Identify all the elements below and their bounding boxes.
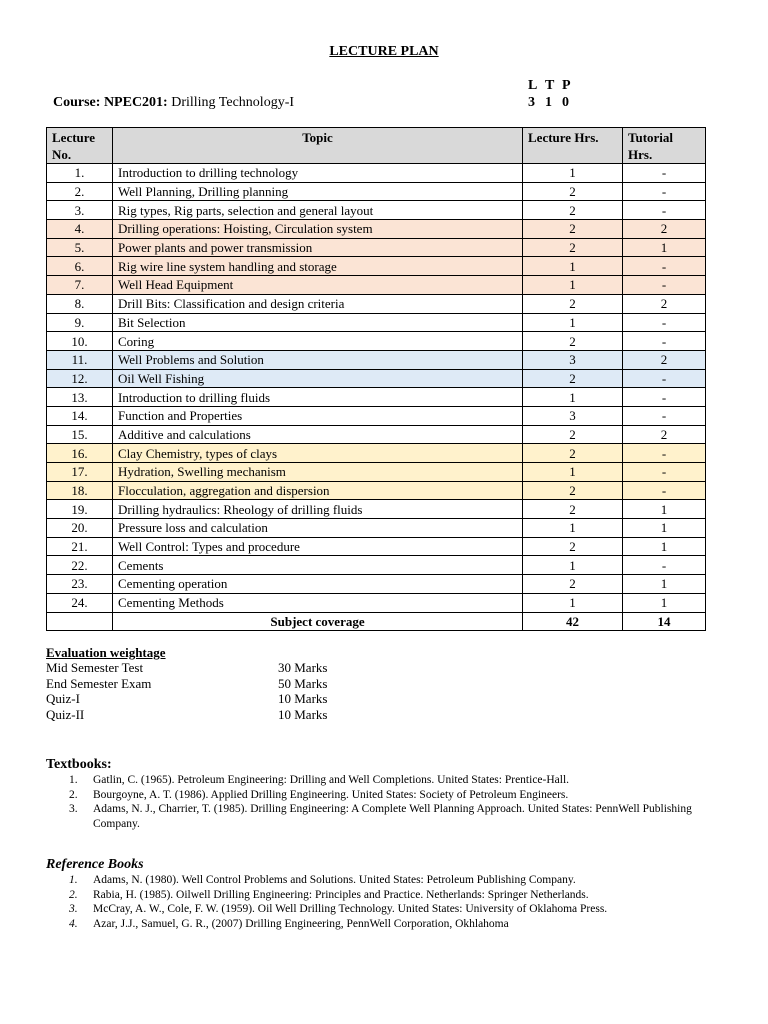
lecture-hrs-cell: 2 — [523, 182, 623, 201]
lecture-no-cell: 7. — [47, 276, 113, 295]
topic-cell: Additive and calculations — [113, 425, 523, 444]
lecture-hrs-cell: 1 — [523, 276, 623, 295]
list-item — [46, 902, 726, 917]
list-item-number: 4. — [69, 917, 78, 930]
table-row — [47, 556, 706, 575]
list-item-number: 1. — [69, 774, 78, 786]
lecture-hrs-cell: 1 — [523, 257, 623, 276]
lecture-hrs-cell: 2 — [523, 332, 623, 351]
list-item-number: 2. — [69, 788, 78, 801]
evaluation-title: Evaluation weightage — [46, 645, 166, 660]
topic-cell: Power plants and power transmission — [113, 238, 523, 257]
table-row — [47, 537, 706, 556]
topic-cell: Well Head Equipment — [113, 276, 523, 295]
topic-cell: Drilling hydraulics: Rheology of drilling fluids — [113, 500, 523, 519]
table-row — [47, 519, 706, 538]
page-title: LECTURE PLAN — [329, 44, 439, 59]
header-lecture-no: Lecture No. — [47, 128, 113, 164]
topic-cell: Well Planning, Drilling planning — [113, 182, 523, 201]
table-row — [47, 593, 706, 612]
lecture-hrs-cell: 3 — [523, 350, 623, 369]
list-item-text: Adams, N. J., Charrier, T. (1985). Drilling Engineering: A Complete Well Planning Approach. United States: PennWell Publishing Company. — [93, 803, 692, 830]
total-blank-cell — [47, 612, 113, 631]
tutorial-hrs-cell: - — [623, 276, 706, 295]
topic-cell: Drill Bits: Classification and design criteria — [113, 294, 523, 313]
lecture-hrs-cell: 3 — [523, 406, 623, 425]
table-row — [47, 164, 706, 183]
tutorial-hrs-cell: - — [623, 463, 706, 482]
header-topic: Topic — [113, 128, 523, 164]
topic-cell: Bit Selection — [113, 313, 523, 332]
lecture-no-cell: 11. — [47, 350, 113, 369]
list-item-number: 3. — [69, 903, 78, 915]
lecture-hrs-cell: 1 — [523, 556, 623, 575]
table-row — [47, 182, 706, 201]
lecture-no-cell: 12. — [47, 369, 113, 388]
lecture-hrs-cell: 1 — [523, 164, 623, 183]
tutorial-hrs-cell: - — [623, 164, 706, 183]
lecture-no-cell: 22. — [47, 556, 113, 575]
ltp-label-l: L — [528, 78, 538, 93]
evaluation-label: Quiz-I — [46, 691, 80, 706]
list-item — [46, 773, 726, 788]
table-row — [47, 575, 706, 594]
tutorial-hrs-cell: 1 — [623, 238, 706, 257]
lecture-no-cell: 2. — [47, 182, 113, 201]
ltp-labels — [528, 78, 579, 94]
tutorial-hrs-cell: 2 — [623, 350, 706, 369]
table-row — [47, 463, 706, 482]
table-row — [47, 425, 706, 444]
course-name: Drilling Technology-I — [171, 95, 295, 110]
evaluation-marks: 30 Marks — [278, 660, 328, 675]
tutorial-hrs-cell: - — [623, 556, 706, 575]
table-row — [47, 481, 706, 500]
lecture-hrs-cell: 2 — [523, 425, 623, 444]
topic-cell: Introduction to drilling fluids — [113, 388, 523, 407]
tutorial-hrs-cell: 1 — [623, 537, 706, 556]
lecture-no-cell: 18. — [47, 481, 113, 500]
tutorial-hrs-cell: 2 — [623, 425, 706, 444]
list-item — [46, 888, 726, 903]
total-lecture-hrs: 42 — [523, 612, 623, 631]
lecture-no-cell: 14. — [47, 406, 113, 425]
table-row — [47, 276, 706, 295]
lecture-no-cell: 1. — [47, 164, 113, 183]
table-row — [47, 406, 706, 425]
lecture-no-cell: 17. — [47, 463, 113, 482]
textbooks-list — [46, 773, 726, 831]
table-row — [47, 257, 706, 276]
total-label: Subject coverage — [113, 612, 523, 631]
table-row — [47, 350, 706, 369]
list-item-number: 1. — [69, 874, 78, 886]
lecture-hrs-cell: 1 — [523, 519, 623, 538]
lecture-hrs-cell: 2 — [523, 201, 623, 220]
header-lecture-hrs: Lecture Hrs. — [523, 128, 623, 164]
topic-cell: Rig wire line system handling and storage — [113, 257, 523, 276]
tutorial-hrs-cell: 1 — [623, 500, 706, 519]
lecture-hrs-cell: 2 — [523, 481, 623, 500]
lecture-hrs-cell: 2 — [523, 220, 623, 239]
list-item-number: 3. — [69, 803, 78, 815]
tutorial-hrs-cell: - — [623, 369, 706, 388]
lecture-no-cell: 19. — [47, 500, 113, 519]
ltp-label-p: P — [562, 78, 571, 93]
lecture-no-cell: 6. — [47, 257, 113, 276]
lecture-hrs-cell: 2 — [523, 369, 623, 388]
topic-cell: Cementing operation — [113, 575, 523, 594]
table-row — [47, 332, 706, 351]
lecture-no-cell: 3. — [47, 201, 113, 220]
list-item — [46, 802, 726, 831]
lecture-hrs-cell: 2 — [523, 294, 623, 313]
list-item — [46, 917, 726, 932]
reference-books-title: Reference Books — [46, 857, 144, 872]
lecture-hrs-cell: 2 — [523, 575, 623, 594]
topic-cell: Well Control: Types and procedure — [113, 537, 523, 556]
evaluation-label: Mid Semester Test — [46, 660, 144, 675]
lecture-hrs-cell: 2 — [523, 537, 623, 556]
tutorial-hrs-cell: 1 — [623, 593, 706, 612]
topic-cell: Pressure loss and calculation — [113, 519, 523, 538]
tutorial-hrs-cell: - — [623, 201, 706, 220]
list-item-text: Adams, N. (1980). Well Control Problems and Solutions. United States: Petroleum Publishing Company. — [93, 874, 576, 886]
total-tutorial-hrs: 14 — [623, 612, 706, 631]
lecture-no-cell: 20. — [47, 519, 113, 538]
tutorial-hrs-cell: - — [623, 388, 706, 407]
topic-cell: Clay Chemistry, types of clays — [113, 444, 523, 463]
lecture-hrs-cell: 2 — [523, 238, 623, 257]
reference-books-list — [46, 873, 726, 931]
lecture-no-cell: 21. — [47, 537, 113, 556]
ltp-value-p: 0 — [562, 95, 569, 110]
topic-cell: Rig types, Rig parts, selection and general layout — [113, 201, 523, 220]
table-row — [47, 313, 706, 332]
lecture-no-cell: 24. — [47, 593, 113, 612]
tutorial-hrs-cell: - — [623, 182, 706, 201]
topic-cell: Drilling operations: Hoisting, Circulation system — [113, 220, 523, 239]
list-item-text: Rabia, H. (1985). Oilwell Drilling Engineering: Principles and Practice. Netherlands: Springer Netherlands. — [93, 888, 589, 901]
ltp-values — [528, 95, 579, 111]
table-row — [47, 220, 706, 239]
ltp-value-l: 3 — [528, 95, 535, 110]
topic-cell: Oil Well Fishing — [113, 369, 523, 388]
lecture-no-cell: 4. — [47, 220, 113, 239]
list-item-text: Gatlin, C. (1965). Petroleum Engineering: Drilling and Well Completions. United States: Prentice-Hall. — [93, 774, 570, 786]
tutorial-hrs-cell: 2 — [623, 294, 706, 313]
lecture-hrs-cell: 1 — [523, 313, 623, 332]
table-header-row — [47, 128, 706, 164]
lecture-hrs-cell: 2 — [523, 500, 623, 519]
table-row — [47, 369, 706, 388]
tutorial-hrs-cell: - — [623, 444, 706, 463]
topic-cell: Function and Properties — [113, 406, 523, 425]
tutorial-hrs-cell: - — [623, 313, 706, 332]
lecture-no-cell: 15. — [47, 425, 113, 444]
topic-cell: Flocculation, aggregation and dispersion — [113, 481, 523, 500]
topic-cell: Cementing Methods — [113, 593, 523, 612]
list-item — [46, 873, 726, 888]
lecture-no-cell: 16. — [47, 444, 113, 463]
list-item-text: Bourgoyne, A. T. (1986). Applied Drilling Engineering. United States: Society of Petroleum Engineers. — [93, 788, 569, 801]
ltp-label-t: T — [545, 78, 555, 93]
lecture-no-cell: 5. — [47, 238, 113, 257]
topic-cell: Cements — [113, 556, 523, 575]
table-row — [47, 294, 706, 313]
course-label: Course: — [53, 95, 101, 110]
tutorial-hrs-cell: - — [623, 481, 706, 500]
evaluation-marks: 10 Marks — [278, 691, 328, 706]
lecture-no-cell: 10. — [47, 332, 113, 351]
evaluation-marks: 50 Marks — [278, 675, 328, 691]
tutorial-hrs-cell: 1 — [623, 575, 706, 594]
lecture-no-cell: 23. — [47, 575, 113, 594]
topic-cell: Introduction to drilling technology — [113, 164, 523, 183]
evaluation-label: End Semester Exam — [46, 675, 152, 691]
lecture-hrs-cell: 1 — [523, 593, 623, 612]
list-item-number: 2. — [69, 888, 78, 901]
table-row — [47, 500, 706, 519]
evaluation-marks: 10 Marks — [278, 706, 328, 722]
table-row — [47, 201, 706, 220]
lecture-no-cell: 8. — [47, 294, 113, 313]
evaluation-label: Quiz-II — [46, 706, 85, 722]
total-row — [47, 612, 706, 631]
tutorial-hrs-cell: 2 — [623, 220, 706, 239]
table-row — [47, 238, 706, 257]
table-row — [47, 388, 706, 407]
list-item-text: McCray, A. W., Cole, F. W. (1959). Oil Well Drilling Technology. United States: University of Oklahoma Press. — [93, 903, 608, 915]
list-item-text: Azar, J.J., Samuel, G. R., (2007) Drilling Engineering, PennWell Corporation, Okhlahoma — [93, 917, 509, 930]
course-line — [53, 95, 294, 111]
topic-cell: Coring — [113, 332, 523, 351]
tutorial-hrs-cell: - — [623, 257, 706, 276]
header-tutorial-hrs: Tutorial Hrs. — [623, 128, 706, 164]
lecture-hrs-cell: 2 — [523, 444, 623, 463]
lecture-no-cell: 13. — [47, 388, 113, 407]
lecture-table — [46, 127, 706, 631]
textbooks-title: Textbooks: — [46, 757, 112, 772]
course-code: NPEC201: — [103, 95, 168, 110]
lecture-hrs-cell: 1 — [523, 463, 623, 482]
table-row — [47, 444, 706, 463]
lecture-no-cell: 9. — [47, 313, 113, 332]
tutorial-hrs-cell: - — [623, 406, 706, 425]
topic-cell: Well Problems and Solution — [113, 350, 523, 369]
list-item — [46, 788, 726, 803]
tutorial-hrs-cell: 1 — [623, 519, 706, 538]
topic-cell: Hydration, Swelling mechanism — [113, 463, 523, 482]
lecture-hrs-cell: 1 — [523, 388, 623, 407]
ltp-value-t: 1 — [545, 95, 552, 110]
tutorial-hrs-cell: - — [623, 332, 706, 351]
